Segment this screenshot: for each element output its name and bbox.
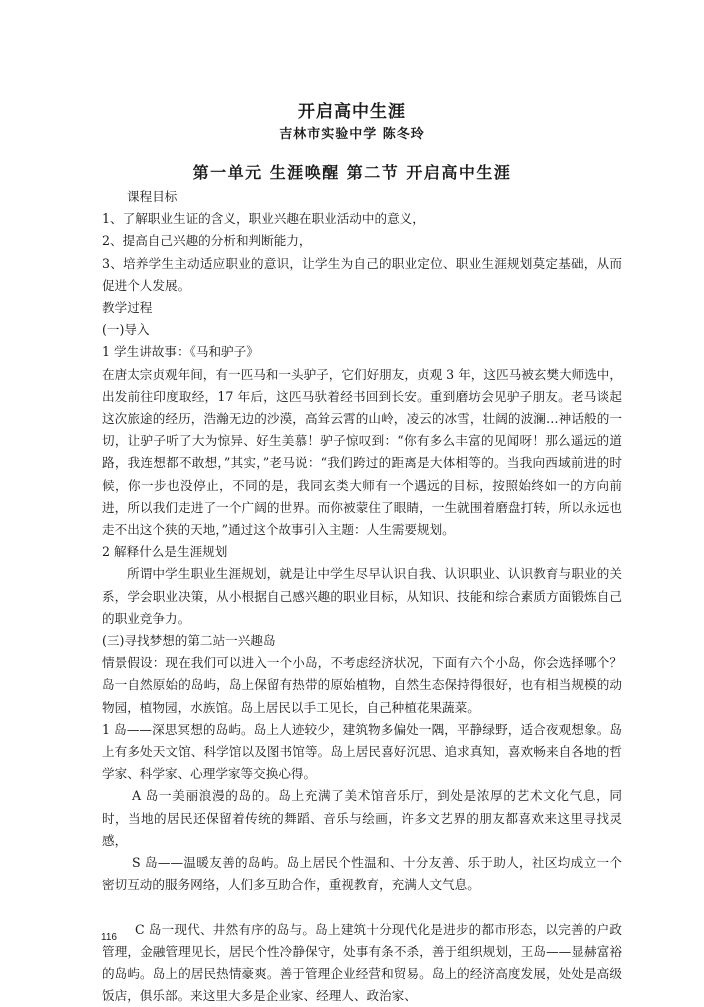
island-s-paragraph: S 岛——温暖友善的岛屿。岛上居民个性温和、十分友善、乐于助人，社区均成立一个密切互动的服务网络，人们多互助合作，重视教育，充满人文气息。 bbox=[102, 852, 622, 896]
story-heading: 1 学生讲故事：《马和驴子》 bbox=[102, 341, 622, 363]
island-a-paragraph: A 岛一美丽浪漫的岛的。岛上充满了美术馆音乐厅，到处是浓厚的艺术文化气息，同时，当地的居民还保留着传统的舞蹈、音乐与绘画，许多文艺界的朋友都喜欢来这里寻找灵感， bbox=[102, 785, 622, 852]
author-line: 吉林市实验中学 陈冬玲 bbox=[0, 123, 704, 142]
explain-heading: 2 解释什么是生涯规划 bbox=[102, 541, 622, 563]
document-body bbox=[102, 186, 622, 1007]
page-number: 116 bbox=[101, 932, 117, 943]
goal-item-3: 3、培养学生主动适应职业的意识，让学生为自己的职业定位、职业生涯规划莫定基础，从而促进个人发展。 bbox=[102, 253, 622, 297]
island-1-paragraph: 1 岛——深思冥想的岛屿。岛上人迹较少，建筑物多偏处一隅，平静绿野，适合夜观想象。岛上有多处天文馆、科学馆以及图书馆等。岛上居民喜好沉思、追求真知，喜欢畅来自各地的哲学家、科学家、心理学家等交换心得。 bbox=[102, 719, 622, 786]
story-paragraph: 在唐太宗贞观年间，有一匹马和一头驴子，它们好朋友，贞观 3 年，这匹马被玄樊大师选中，出发前往印度取经，17 年后，这匹马驮着经书回到长安。重到磨坊会见驴子朋友。老马谈起这次旅途的经历，浩瀚无边的沙漠，高耸云霄的山岭，凌云的冰雪，壮阔的波澜…神话般的一切，让驴子听了大为惊异、好生美慕！驴子惊叹到：“你有多么丰富的见闻呀！那么遥远的道路，我连想都不敢想，”其实，”老马说：“我们跨过的距离是大体相等的。当我向西域前进的时候，你一步也没停止，不同的是，我同玄类大师有一个遇远的目标，按照始终如一的方向前进，所以我们走进了一个广阔的世界。而你被蒙住了眼睛，一生就围着磨盘打转，所以永远也走不出这个狭的天地，”通过这个故事引入主题：人生需要规划。 bbox=[102, 364, 622, 542]
section-title: 第一单元 生涯唤醒 第二节 开启高中生涯 bbox=[0, 160, 704, 183]
goal-item-1: 1、了解职业生证的含义，职业兴趣在职业活动中的意义， bbox=[102, 208, 622, 230]
part3-heading: (三)寻找梦想的第二站一兴趣岛 bbox=[102, 630, 622, 652]
explain-paragraph: 所谓中学生职业生涯规划，就是让中学生尽早认识自我、认识职业、认识教育与职业的关系，学会职业决策，从小根据自己感兴趣的职业目标，从知识、技能和综合素质方面锻炼自己的职业竞争力。 bbox=[102, 563, 622, 630]
process-heading: 教学过程 bbox=[102, 297, 622, 319]
scenario-paragraph: 情景假设：现在我们可以进入一个小岛，不考虑经济状况，下面有六个小岛，你会选择哪个？岛一自然原始的岛屿，岛上保留有热带的原始植物，自然生态保持得很好，也有相当规模的动物园，植物园，水族馆。岛上居民以手工见长，自己种植花果蔬菜。 bbox=[102, 652, 622, 719]
goal-item-2: 2、提高自己兴趣的分析和判断能力， bbox=[102, 230, 622, 252]
goals-heading: 课程目标 bbox=[102, 186, 622, 208]
island-c-paragraph: C 岛一现代、井然有序的岛与。岛上建筑十分现代化是进步的都市形态，以完善的户政管理，金融管理见长，居民个性冷静保守，处事有条不杀，善于组织规划，王岛——显赫富裕的岛屿。岛上的居民热情豪爽。善于管理企业经营和贸易。岛上的经济高度发展，处处是高级饭店，俱乐部。来这里大多是企业家、经理人、政治家、 bbox=[102, 919, 622, 1007]
paragraph-gap bbox=[102, 897, 622, 919]
part1-heading: (一)导入 bbox=[102, 319, 622, 341]
document-title: 开启高中生涯 bbox=[0, 97, 704, 122]
